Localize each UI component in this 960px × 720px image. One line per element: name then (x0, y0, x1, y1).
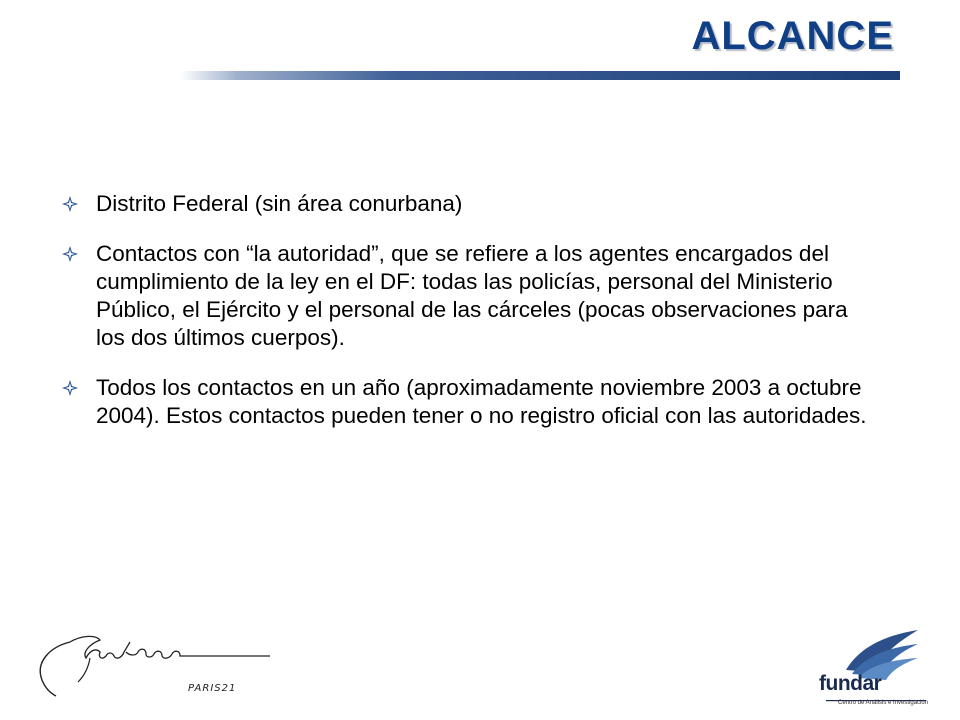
diamond-bullet-icon (62, 196, 78, 212)
fundar-wave-logo (818, 620, 928, 712)
diamond-bullet-icon (62, 380, 78, 396)
paris21-caption: PARIS21 (188, 683, 237, 694)
list-item (60, 240, 880, 352)
bullet-text: Distrito Federal (sin área conurbana) (96, 191, 463, 216)
slide-title: ALCANCE (691, 14, 894, 58)
list-item (60, 374, 880, 430)
diamond-bullet-icon (62, 246, 78, 262)
bullet-list (60, 190, 880, 452)
fundar-wordmark: fundar (819, 672, 882, 695)
list-item (60, 190, 880, 218)
fundar-tagline: Centro de Análisis e Investigación (838, 700, 929, 706)
bullet-text: Todos los contactos en un año (aproximadamente noviembre 2003 a octubre 2004). Estos contactos pueden tener o no registro oficial con las autoridades. (96, 375, 867, 428)
bullet-text: Contactos con “la autoridad”, que se refiere a los agentes encargados del cumplimiento de la ley en el DF: todas las policías, personal del Ministerio Público, el Ejército y el personal de las cárceles (pocas observaciones para los dos últimos cuerpos). (96, 241, 848, 350)
title-underline (180, 71, 900, 80)
